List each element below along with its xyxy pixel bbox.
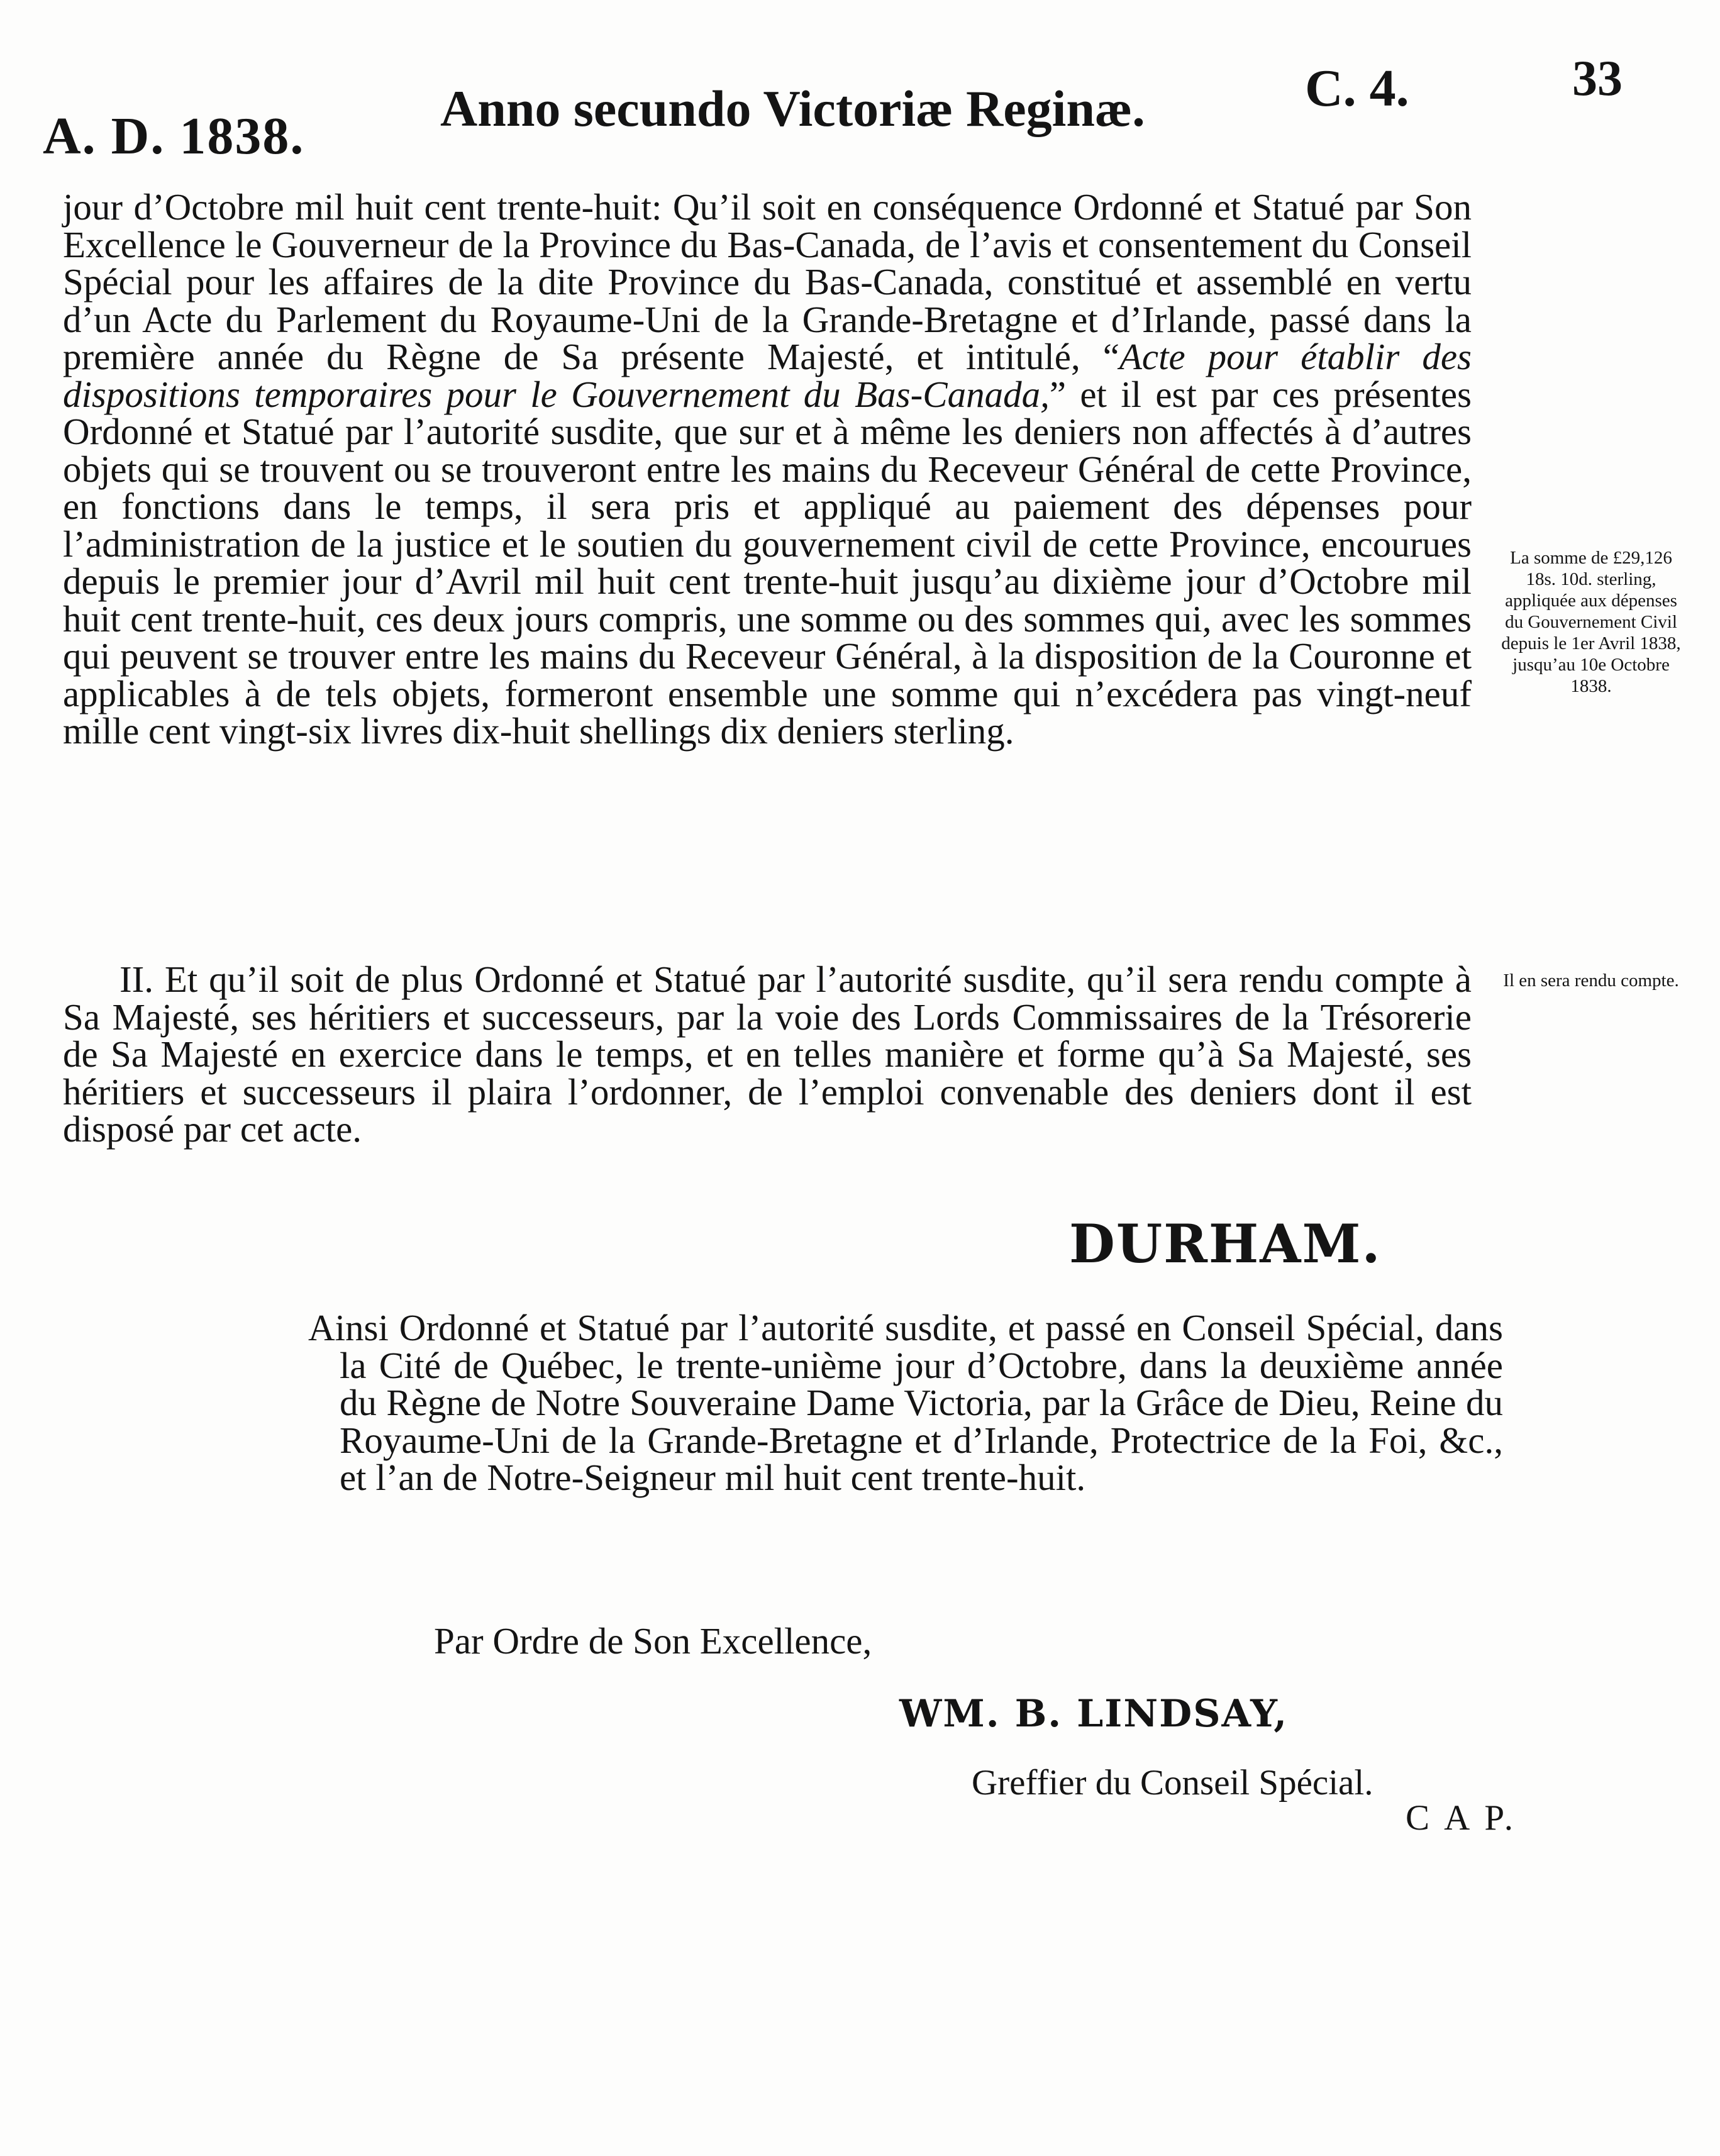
paragraph-1 [63, 186, 1472, 752]
margin-note-sum: La somme de £29,126 18s. 10d. sterling, appliquée aux dépenses du Gouvernement Civil depuis le 1er Avril 1838, jusqu’au 10e Octobre 1838. [1501, 548, 1681, 696]
signature-durham: DURHAM. [1069, 1213, 1382, 1275]
page-number: 33 [1572, 51, 1623, 106]
paragraph-2: II. Et qu’il soit de plus Ordonné et Statué par l’autorité susdite, qu’il sera rendu compte à Sa Majesté, ses héritiers et successeurs, par la voie des Lords Commissaires de la Trésorerie de Sa Majesté en exercice dans le temps, et en telles manière et forme qu’à Sa Majesté, ses héritiers et successeurs il plaira l’ordonner, de l’emploi convenable des deniers dont il est disposé par cet acte. [63, 959, 1472, 1150]
header-chapter: C. 4. [1305, 59, 1409, 118]
clerk-name: WM. B. LINDSAY, [899, 1692, 1289, 1736]
paragraph-1-text-a: jour d’Octobre mil huit cent trente-huit: Qu’il soit en conséquence Ordonné et Statué par Son Excellence le Gouverneur de la Province du Bas-Canada, de l’avis et consentement du Conseil Spécial pour les affaires de la dite Province du Bas-Canada, constitué et assemblé en vertu d’un Acte du Parlement du Royaume-Uni de la Grande-Bretagne et d’Irlande, passé dans la première année du Règne de Sa présente Majesté, et intitulé, “ [63, 186, 1472, 377]
act-title-italic: Acte pour établir des dispositions temporaires pour le Gouvernement du Bas-Canada, [63, 336, 1472, 415]
header-title: Anno secundo Victoriæ Reginæ. [440, 80, 1145, 137]
paragraph-1-text-b: ” et il est par ces présentes Ordonné et Statué par l’autorité susdite, que sur et à même les deniers non affectés à d’autres objets qui se trouvent ou se trouveront entre les mains du Receveur Général de cette Province, en fonctions dans le temps, il sera pris et appliqué au paiement des dépenses pour l’administration de la justice et le soutien du gouvernement civil de cette Province, encourues depuis le premier jour d’Avril mil huit cent trente-huit jusqu’au dixième jour d’Octobre mil huit cent trente-huit, ces deux jours compris, une somme ou des sommes qui, avec les sommes qui peuvent se trouver entre les mains du Receveur Général, à la disposition de la Couronne et applicables à de tels objets, formeront ensemble une somme qui n’excédera pas vingt-neuf mille cent vingt-six livres dix-huit shellings dix deniers sterling. [63, 373, 1472, 752]
printer-mark: C A P. [1406, 1798, 1517, 1838]
order-line: Par Ordre de Son Excellence, [434, 1620, 872, 1662]
clerk-title: Greffier du Conseil Spécial. [972, 1763, 1373, 1803]
closing-formula: Ainsi Ordonné et Statué par l’autorité susdite, et passé en Conseil Spécial, dans la Cité de Québec, le trente-unième jour d’Octobre, dans la deuxième année du Règne de Notre Souveraine Dame Victoria, par la Grâce de Dieu, Reine du Royaume-Uni de la Grande-Bretagne et d’Irlande, Protectrice de la Foi, &c., et l’an de Notre-Seigneur mil huit cent trente-huit. [308, 1307, 1503, 1498]
margin-note-account: Il en sera rendu compte. [1503, 970, 1679, 991]
header-year: A. D. 1838. [43, 107, 305, 165]
